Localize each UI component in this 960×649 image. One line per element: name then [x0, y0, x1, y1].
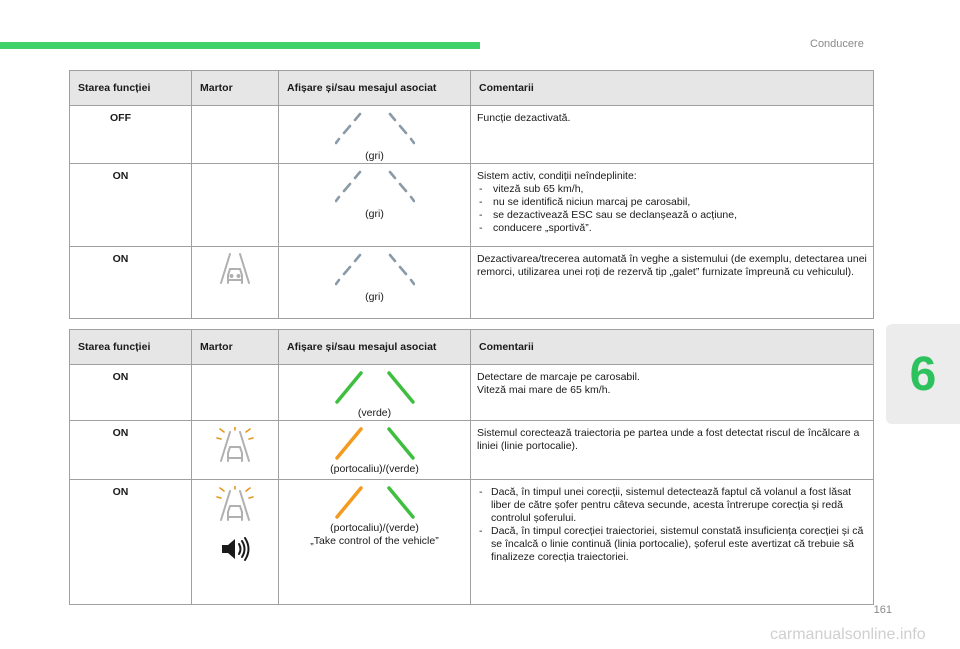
list-item: - Dacă, în timpul corecției traiectoriei, sistemul constată insuficiența corecției și că se încalcă o linie continuă (linia portocalie), șoferul este avertizat că trebuie să finalizeze corecția traiectoriei.	[477, 525, 867, 564]
display-cell	[279, 365, 471, 421]
comment-text: Dezactivarea/trecerea automată în veghe a sistemului (de exemplu, detectarea unei remorci, utilizarea unei roți de rezervă tip „galet” furnizate împreună cu vehiculul).	[477, 253, 867, 278]
indicator-cell	[192, 106, 279, 164]
table-row	[70, 247, 874, 319]
display-caption: (portocaliu)/(verde)	[330, 463, 419, 475]
comment-list	[477, 183, 867, 235]
display-cell	[279, 421, 471, 480]
column-header-display: Afișare și/sau mesajul asociat	[279, 330, 471, 365]
table-row	[70, 106, 874, 164]
list-item: - viteză sub 65 km/h,	[477, 183, 867, 196]
state-cell: ON	[70, 421, 192, 480]
chapter-tab: 6	[886, 324, 960, 424]
lane-markings-orange-green-icon	[335, 427, 415, 461]
indicator-cell	[192, 480, 279, 605]
lane-markings-green-icon	[335, 371, 415, 405]
display-message: „Take control of the vehicle”	[310, 535, 439, 547]
list-item: - nu se identifică niciun marcaj pe carosabil,	[477, 196, 867, 209]
comment-cell	[471, 365, 874, 421]
comment-line: Detectare de marcaje pe carosabil.	[477, 371, 640, 383]
list-item: - se dezactivează ESC sau se declanșează o acțiune,	[477, 209, 867, 222]
lane-markings-gray-icon	[335, 112, 415, 148]
display-caption: (portocaliu)/(verde)	[330, 522, 419, 534]
comment-cell	[471, 421, 874, 480]
column-header-display: Afișare și/sau mesajul asociat	[279, 71, 471, 106]
accent-bar	[0, 42, 480, 49]
comment-cell	[471, 164, 874, 247]
display-cell	[279, 106, 471, 164]
comment-cell	[471, 247, 874, 319]
watermark: carmanualsonline.info	[770, 626, 926, 643]
indicator-cell	[192, 365, 279, 421]
status-table-2	[69, 329, 874, 605]
lane-warning-gray-icon	[218, 253, 252, 285]
display-cell	[279, 164, 471, 247]
column-header-comments: Comentarii	[471, 330, 874, 365]
section-title: Conducere	[810, 38, 864, 50]
table-row	[70, 365, 874, 421]
speaker-icon	[220, 536, 250, 562]
table-row	[70, 164, 874, 247]
column-header-state: Starea funcției	[70, 330, 192, 365]
comment-text: Funcție dezactivată.	[477, 112, 571, 124]
lane-markings-gray-icon	[335, 253, 415, 289]
comment-cell	[471, 480, 874, 605]
display-caption: (gri)	[365, 208, 384, 220]
column-header-indicator: Martor	[192, 330, 279, 365]
page-number: 161	[873, 604, 892, 616]
lane-markings-orange-green-icon	[335, 486, 415, 520]
table-row	[70, 421, 874, 480]
state-cell: ON	[70, 480, 192, 605]
display-cell	[279, 480, 471, 605]
list-item: - Dacă, în timpul unei corecții, sistemul detectează faptul că volanul a fost lăsat liber de către șofer pentru câteva secunde, acesta întrerupe corecția și redă controlul șoferului.	[477, 486, 867, 525]
comment-list	[477, 486, 867, 564]
column-header-comments: Comentarii	[471, 71, 874, 106]
column-header-indicator: Martor	[192, 71, 279, 106]
state-cell: OFF	[70, 106, 192, 164]
display-caption: (gri)	[365, 291, 384, 303]
comment-text: Sistem activ, condiții neîndeplinite:	[477, 170, 637, 182]
indicator-cell	[192, 247, 279, 319]
display-caption: (verde)	[357, 407, 392, 419]
comment-line: Viteză mai mare de 65 km/h.	[477, 384, 611, 396]
lane-markings-gray-icon	[335, 170, 415, 206]
comment-line: Sistemul corectează traiectoria pe partea unde a fost detectat riscul de încălcare a liniei (linie portocalie).	[477, 427, 860, 452]
state-cell: ON	[70, 164, 192, 247]
lane-warning-orange-icon	[215, 486, 255, 522]
list-item: - conducere „sportivă”.	[477, 222, 867, 235]
indicator-cell	[192, 164, 279, 247]
column-header-state: Starea funcției	[70, 71, 192, 106]
state-cell: ON	[70, 247, 192, 319]
display-cell	[279, 247, 471, 319]
status-table-1	[69, 70, 874, 319]
comment-cell	[471, 106, 874, 164]
state-cell: ON	[70, 365, 192, 421]
display-caption: (gri)	[365, 150, 384, 162]
indicator-cell	[192, 421, 279, 480]
lane-warning-orange-icon	[215, 427, 255, 463]
table-row	[70, 480, 874, 605]
